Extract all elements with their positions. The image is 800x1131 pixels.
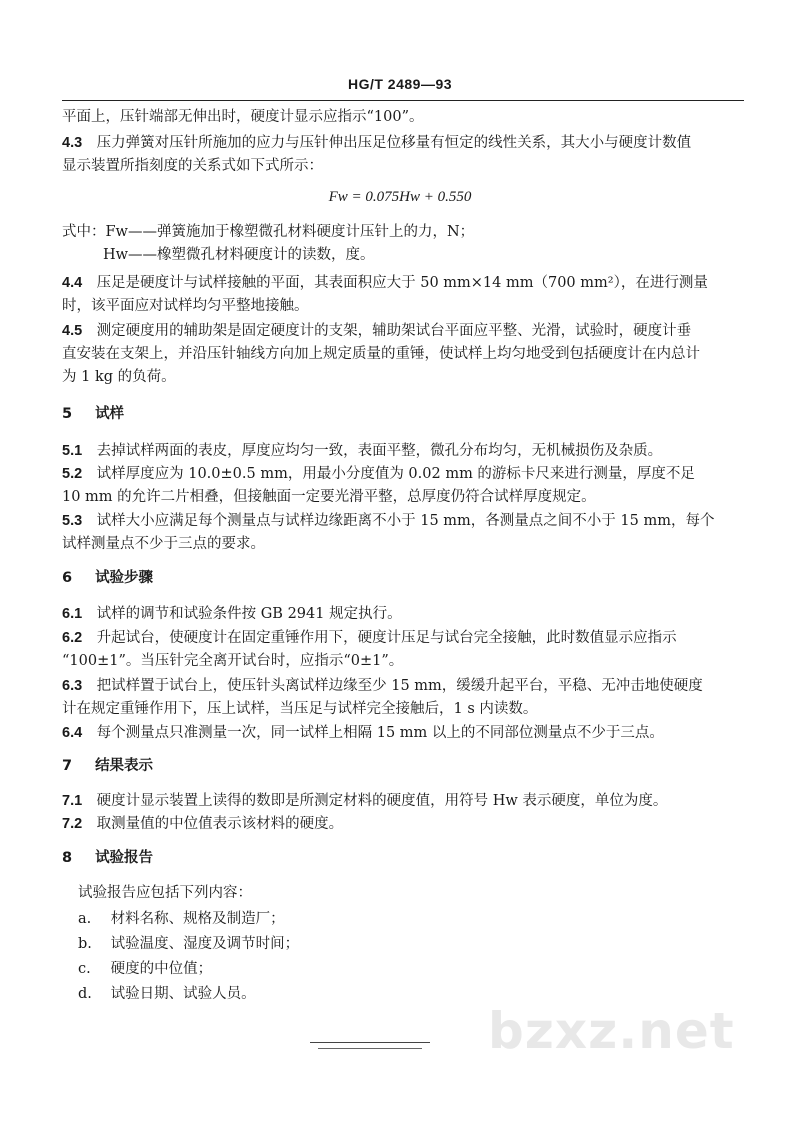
list-item	[78, 984, 760, 1004]
clause-text: 测定硬度用的辅助架是固定硬度计的支架，辅助架试台平面应平整、光滑，试验时，硬度计垂	[96, 323, 692, 339]
list-text: 试验日期、试验人员。	[110, 986, 256, 1002]
paragraph-line: “100±1”。当压针完全离开试台时，应指示“0±1”。	[62, 653, 404, 669]
paragraph-line: 为 1 kg 的负荷。	[62, 369, 176, 385]
clause-6-3	[62, 676, 744, 696]
paragraph-line: 试样测量点不少于三点的要求。	[62, 536, 265, 552]
clause-number: 4.4	[62, 275, 83, 291]
clause-text: 试样大小应满足每个测量点与试样边缘距离不小于 15 mm，各测量点之间不小于 15 mm，每个	[96, 513, 715, 529]
clause-7-2	[62, 814, 744, 834]
clause-text: 压力弹簧对压针所施加的应力与压针伸出压足位移量有恒定的线性关系，其大小与硬度计数值	[96, 135, 692, 151]
section-number: 7	[62, 758, 73, 774]
list-letter: d.	[78, 986, 92, 1002]
section-title: 试样	[95, 406, 125, 422]
section-number: 5	[62, 406, 73, 422]
list-item	[78, 909, 760, 929]
watermark: bzxz.net	[488, 1002, 735, 1060]
clause-5-3	[62, 511, 744, 531]
paragraph-line: 显示装置所指刻度的关系式如下式所示：	[62, 158, 323, 174]
clause-4-3	[62, 133, 744, 153]
clause-number: 6.2	[62, 630, 83, 646]
clause-text: 压足是硬度计与试样接触的平面，其表面积应大于 50 mm×14 mm（700 mm²），在进行测量	[96, 275, 708, 291]
paragraph-line: 计在规定重锤作用下，压上试样，当压足与试样完全接触后，1 s 内读数。	[62, 701, 538, 717]
clause-number: 5.1	[62, 443, 83, 459]
list-letter: a.	[78, 911, 92, 927]
clause-text: 去掉试样两面的表皮，厚度应均匀一致，表面平整，微孔分布均匀，无机械损伤及杂质。	[96, 443, 663, 459]
end-rule	[318, 1048, 422, 1049]
where-line: 式中：Fw——弹簧施加于橡塑微孔材料硬度计压针上的力，N；	[62, 224, 475, 240]
section-number: 8	[62, 850, 73, 866]
list-item	[78, 959, 760, 979]
header-rule	[62, 100, 744, 101]
clause-5-1	[62, 441, 744, 461]
report-intro: 试验报告应包括下列内容：	[78, 885, 252, 901]
section-title: 试验步骤	[95, 570, 154, 586]
clause-text: 试样的调节和试验条件按 GB 2941 规定执行。	[96, 606, 402, 622]
list-letter: c.	[78, 961, 91, 977]
paragraph-line: 10 mm 的允许二片相叠，但接触面一定要光滑平整，总厚度仍符合试样厚度规定。	[62, 489, 596, 505]
section-heading-7	[62, 756, 744, 776]
clause-text: 硬度计显示装置上读得的数即是所测定材料的硬度值，用符号 Hw 表示硬度，单位为度。	[96, 793, 668, 809]
clause-4-4	[62, 273, 744, 293]
clause-number: 7.1	[62, 793, 83, 809]
clause-number: 6.3	[62, 678, 83, 694]
clause-text: 把试样置于试台上，使压针头离试样边缘至少 15 mm，缓缓升起平台，平稳、无冲击地使硬度	[96, 678, 703, 694]
clause-text: 每个测量点只准测量一次，同一试样上相隔 15 mm 以上的不同部位测量点不少于三点。	[96, 725, 664, 741]
paragraph-line: 时，该平面应对试样均匀平整地接触。	[62, 298, 309, 314]
list-text: 硬度的中位值；	[110, 961, 213, 977]
list-text: 试验温度、湿度及调节时间；	[110, 936, 300, 952]
where-line: Hw——橡塑微孔材料硬度计的读数，度。	[103, 247, 375, 263]
clause-text: 升起试台，使硬度计在固定重锤作用下，硬度计压足与试台完全接触，此时数值显示应指示	[96, 630, 677, 646]
clause-number: 5.3	[62, 513, 83, 529]
section-heading-8	[62, 848, 744, 868]
clause-number: 7.2	[62, 816, 83, 832]
clause-6-1	[62, 604, 744, 624]
clause-6-2	[62, 628, 744, 648]
section-number: 6	[62, 570, 73, 586]
clause-5-2	[62, 464, 744, 484]
clause-number: 4.3	[62, 135, 83, 151]
clause-number: 5.2	[62, 466, 83, 482]
page-header: HG/T 2489—93	[347, 76, 453, 92]
formula: Fw = 0.075Hw + 0.550	[328, 189, 472, 205]
section-title: 试验报告	[95, 850, 154, 866]
list-text: 材料名称、规格及制造厂；	[110, 911, 285, 927]
clause-number: 4.5	[62, 323, 83, 339]
clause-number: 6.1	[62, 606, 83, 622]
clause-7-1	[62, 791, 744, 811]
clause-text: 取测量值的中位值表示该材料的硬度。	[96, 816, 344, 832]
clause-text: 试样厚度应为 10.0±0.5 mm，用最小分度值为 0.02 mm 的游标卡尺来进行测量，厚度不足	[96, 466, 695, 482]
end-rule	[310, 1042, 430, 1043]
section-title: 结果表示	[95, 758, 154, 774]
paragraph-line: 平面上，压针端部无伸出时，硬度计显示应指示“100”。	[62, 109, 424, 125]
list-item	[78, 934, 760, 954]
clause-4-5	[62, 321, 744, 341]
clause-number: 6.4	[62, 725, 83, 741]
list-letter: b.	[78, 936, 92, 952]
clause-6-4	[62, 723, 744, 743]
paragraph-line: 直安装在支架上，并沿压针轴线方向加上规定质量的重锤，使试样上均匀地受到包括硬度计在内总计	[62, 346, 700, 362]
section-heading-6	[62, 568, 744, 588]
section-heading-5	[62, 404, 744, 424]
